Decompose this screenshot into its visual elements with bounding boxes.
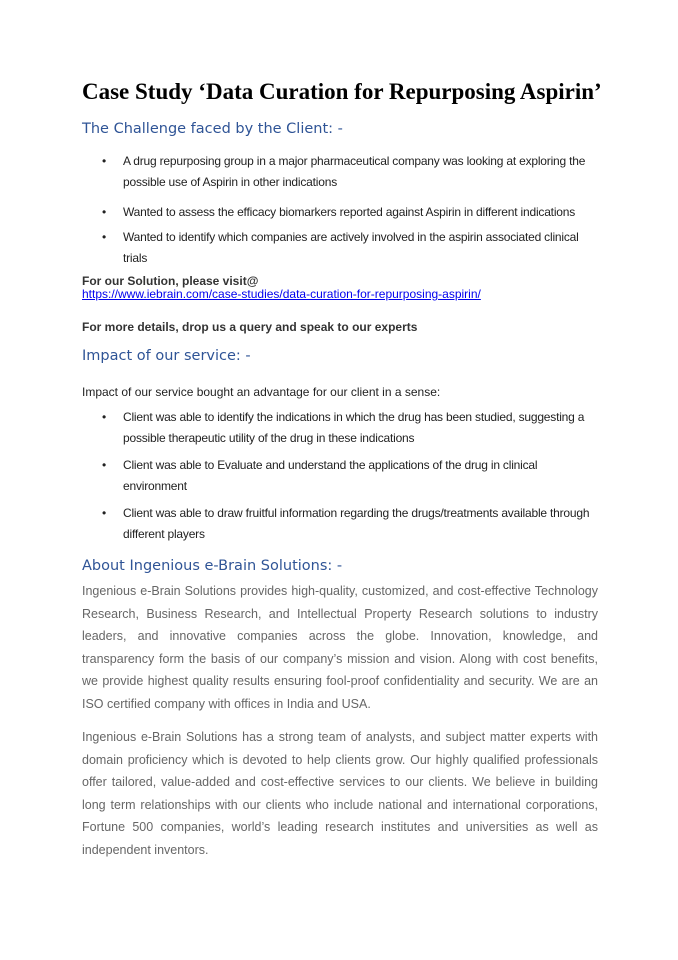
impact-list (82, 407, 598, 545)
list-item: • Client was able to draw fruitful information regarding the drugs/treatments available through different players (82, 503, 598, 545)
list-item: • Client was able to identify the indications in which the drug has been studied, suggesting a possible therapeutic utility of the drug in these indications (82, 407, 598, 449)
more-details-text: For more details, drop us a query and speak to our experts (82, 320, 418, 334)
impact-intro: Impact of our service bought an advantage for our client in a sense: (82, 385, 441, 399)
challenge-heading: The Challenge faced by the Client: - (82, 121, 343, 137)
list-item: • Wanted to assess the efficacy biomarkers reported against Aspirin in different indications (82, 202, 598, 223)
about-paragraph: Ingenious e-Brain Solutions has a strong team of analysts, and subject matter experts with domain proficiency which is devoted to help clients grow. Our highly qualified professionals offer tailored, value-added and cost-effective services to our clients. We believe in building long term relationships with our clients who include national and international corporations, Fortune 500 companies, world’s leading research institutes and universities as well as independent inventors. (82, 730, 598, 857)
solution-link[interactable]: https://www.iebrain.com/case-studies/data-curation-for-repurposing-aspirin/ (82, 287, 481, 301)
impact-heading: Impact of our service: - (82, 348, 251, 364)
about-paragraph: Ingenious e-Brain Solutions provides high-quality, customized, and cost-effective Technology Research, Business Research, and Intellectual Property Research solutions to industry leaders, and innovative companies across the globe. Innovation, knowledge, and transparency form the basis of our company’s mission and vision. Along with cost benefits, we provide highest quality results ensuring fool-proof confidentiality and security. We are an ISO certified company with offices in India and USA. (82, 584, 598, 711)
list-item: • Client was able to Evaluate and understand the applications of the drug in clinical environment (82, 455, 598, 497)
page-title: Case Study ‘Data Curation for Repurposing Aspirin’ (82, 79, 602, 104)
solution-label: For our Solution, please visit@ (82, 274, 259, 288)
challenge-list (82, 151, 598, 269)
about-heading: About Ingenious e-Brain Solutions: - (82, 558, 343, 574)
list-item: • A drug repurposing group in a major pharmaceutical company was looking at exploring the possible use of Aspirin in other indications (82, 151, 598, 193)
list-item: • Wanted to identify which companies are actively involved in the aspirin associated clinical trials (82, 227, 598, 269)
